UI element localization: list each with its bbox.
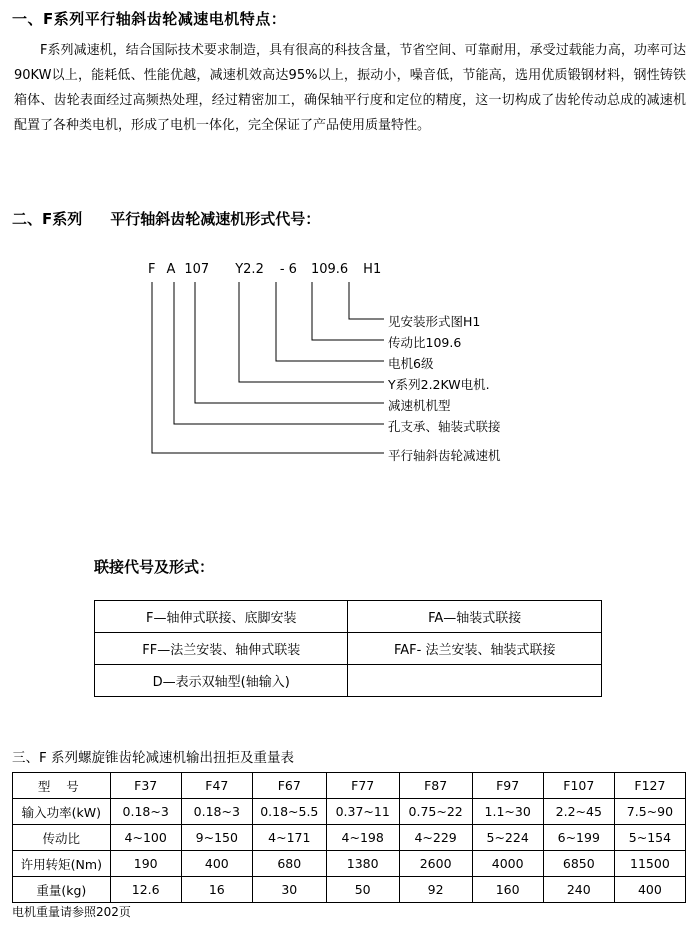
spec-ratio-0: 4~100 xyxy=(110,825,181,851)
spec-model-3: F77 xyxy=(326,773,399,799)
spec-model-1: F47 xyxy=(181,773,252,799)
leader-label-5: 减速机机型 xyxy=(388,398,451,413)
code-token-f: F xyxy=(148,262,156,277)
spec-weight-6: 240 xyxy=(543,877,614,903)
table-row xyxy=(13,799,686,825)
code-token-h1: H1 xyxy=(363,262,382,277)
code-token-ratio: 109.6 xyxy=(310,262,349,277)
spec-model-2: F67 xyxy=(252,773,326,799)
spec-ratio-2: 4~171 xyxy=(252,825,326,851)
spec-torque-6: 6850 xyxy=(543,851,614,877)
spec-ratio-1: 9~150 xyxy=(181,825,252,851)
spec-power-0: 0.18~3 xyxy=(110,799,181,825)
connection-table xyxy=(94,600,602,697)
leader-label-3: 电机6级 xyxy=(388,356,434,371)
leader-label-1: 见安装形式图H1 xyxy=(388,314,481,329)
spec-torque-4: 2600 xyxy=(399,851,472,877)
spec-rowhead-model: 型 号 xyxy=(13,773,111,799)
section-2-heading xyxy=(12,208,320,229)
leader-label-2: 传动比109.6 xyxy=(388,335,462,350)
connection-cell-r3c1: D—表示双轴型(轴输入) xyxy=(95,665,348,697)
spec-ratio-4: 4~229 xyxy=(399,825,472,851)
spec-rowhead-weight: 重量(kg) xyxy=(13,877,111,903)
leader-label-group xyxy=(0,252,698,482)
spec-table xyxy=(12,772,686,903)
footnote: 电机重量请参照202页 xyxy=(12,905,131,919)
section-1-heading: 一、F系列平行轴斜齿轮减速电机特点： xyxy=(12,10,287,28)
spec-power-7: 7.5~90 xyxy=(614,799,685,825)
table-row xyxy=(13,877,686,903)
spec-ratio-3: 4~198 xyxy=(326,825,399,851)
spec-rowhead-ratio: 传动比 xyxy=(13,825,111,851)
connection-cell-r2c1: FF—法兰安装、轴伸式联装 xyxy=(95,633,348,665)
table-row xyxy=(95,601,602,633)
spec-torque-1: 400 xyxy=(181,851,252,877)
table-row xyxy=(13,851,686,877)
code-token-pole: - 6 xyxy=(279,262,297,277)
code-token-a: A xyxy=(166,262,176,277)
spec-torque-2: 680 xyxy=(252,851,326,877)
spec-weight-3: 50 xyxy=(326,877,399,903)
spec-power-4: 0.75~22 xyxy=(399,799,472,825)
spec-torque-5: 4000 xyxy=(472,851,543,877)
spec-torque-0: 190 xyxy=(110,851,181,877)
spec-model-5: F97 xyxy=(472,773,543,799)
table-row xyxy=(95,633,602,665)
spec-weight-1: 16 xyxy=(181,877,252,903)
connection-section-title: 联接代号及形式： xyxy=(94,558,215,576)
connection-cell-r3c2 xyxy=(348,665,602,697)
table-row xyxy=(13,825,686,851)
spec-rowhead-power: 输入功率(kW) xyxy=(13,799,111,825)
leader-label-7: 平行轴斜齿轮减速机 xyxy=(388,448,501,463)
spec-power-3: 0.37~11 xyxy=(326,799,399,825)
connection-cell-r2c2: FAF- 法兰安装、轴装式联接 xyxy=(348,633,602,665)
spec-torque-3: 1380 xyxy=(326,851,399,877)
spec-weight-2: 30 xyxy=(252,877,326,903)
spec-weight-4: 92 xyxy=(399,877,472,903)
spec-power-5: 1.1~30 xyxy=(472,799,543,825)
section-1-paragraph: F系列减速机，结合国际技术要求制造，具有很高的科技含量，节省空间、可靠耐用，承受过载能力高，功率可达90KW以上，能耗低、性能优越，减速机效高达95%以上，振动小，噪音低，节能高，选用优质锻钢材料，钢性铸铁箱体、齿轮表面经过高频热处理，经过精密加工，确保轴平行度和定位的精度，这一切构成了齿轮传动总成的减速机配置了各种类电机，形成了电机一体化，完全保证了产品使用质量特性。 xyxy=(14,43,686,133)
spec-ratio-6: 6~199 xyxy=(543,825,614,851)
spec-torque-7: 11500 xyxy=(614,851,685,877)
spec-weight-5: 160 xyxy=(472,877,543,903)
leader-label-6: 孔支承、轴装式联接 xyxy=(388,419,501,434)
section-3-heading: 三、F 系列螺旋锥齿轮减速机输出扭拒及重量表 xyxy=(12,750,295,766)
table-row xyxy=(95,665,602,697)
spec-model-4: F87 xyxy=(399,773,472,799)
code-token-107: 107 xyxy=(184,262,210,277)
connection-cell-r1c1: F—轴伸式联接、底脚安装 xyxy=(95,601,348,633)
model-code-diagram xyxy=(0,252,698,482)
spec-power-1: 0.18~3 xyxy=(181,799,252,825)
section-2-heading-part-a: 二、F系列 xyxy=(12,210,83,228)
spec-weight-7: 400 xyxy=(614,877,685,903)
code-token-y22: Y2.2 xyxy=(235,262,264,277)
spec-weight-0: 12.6 xyxy=(110,877,181,903)
spec-ratio-5: 5~224 xyxy=(472,825,543,851)
spec-model-7: F127 xyxy=(614,773,685,799)
spec-power-6: 2.2~45 xyxy=(543,799,614,825)
spec-ratio-7: 5~154 xyxy=(614,825,685,851)
spec-model-0: F37 xyxy=(110,773,181,799)
spec-model-6: F107 xyxy=(543,773,614,799)
section-2-heading-part-b: 平行轴斜齿轮减速机形式代号： xyxy=(110,210,321,228)
leader-label-4: Y系列2.2KW电机. xyxy=(388,377,490,392)
spec-power-2: 0.18~5.5 xyxy=(252,799,326,825)
table-row xyxy=(13,773,686,799)
connection-cell-r1c2: FA—轴装式联接 xyxy=(348,601,602,633)
spec-rowhead-torque: 许用转矩(Nm) xyxy=(13,851,111,877)
